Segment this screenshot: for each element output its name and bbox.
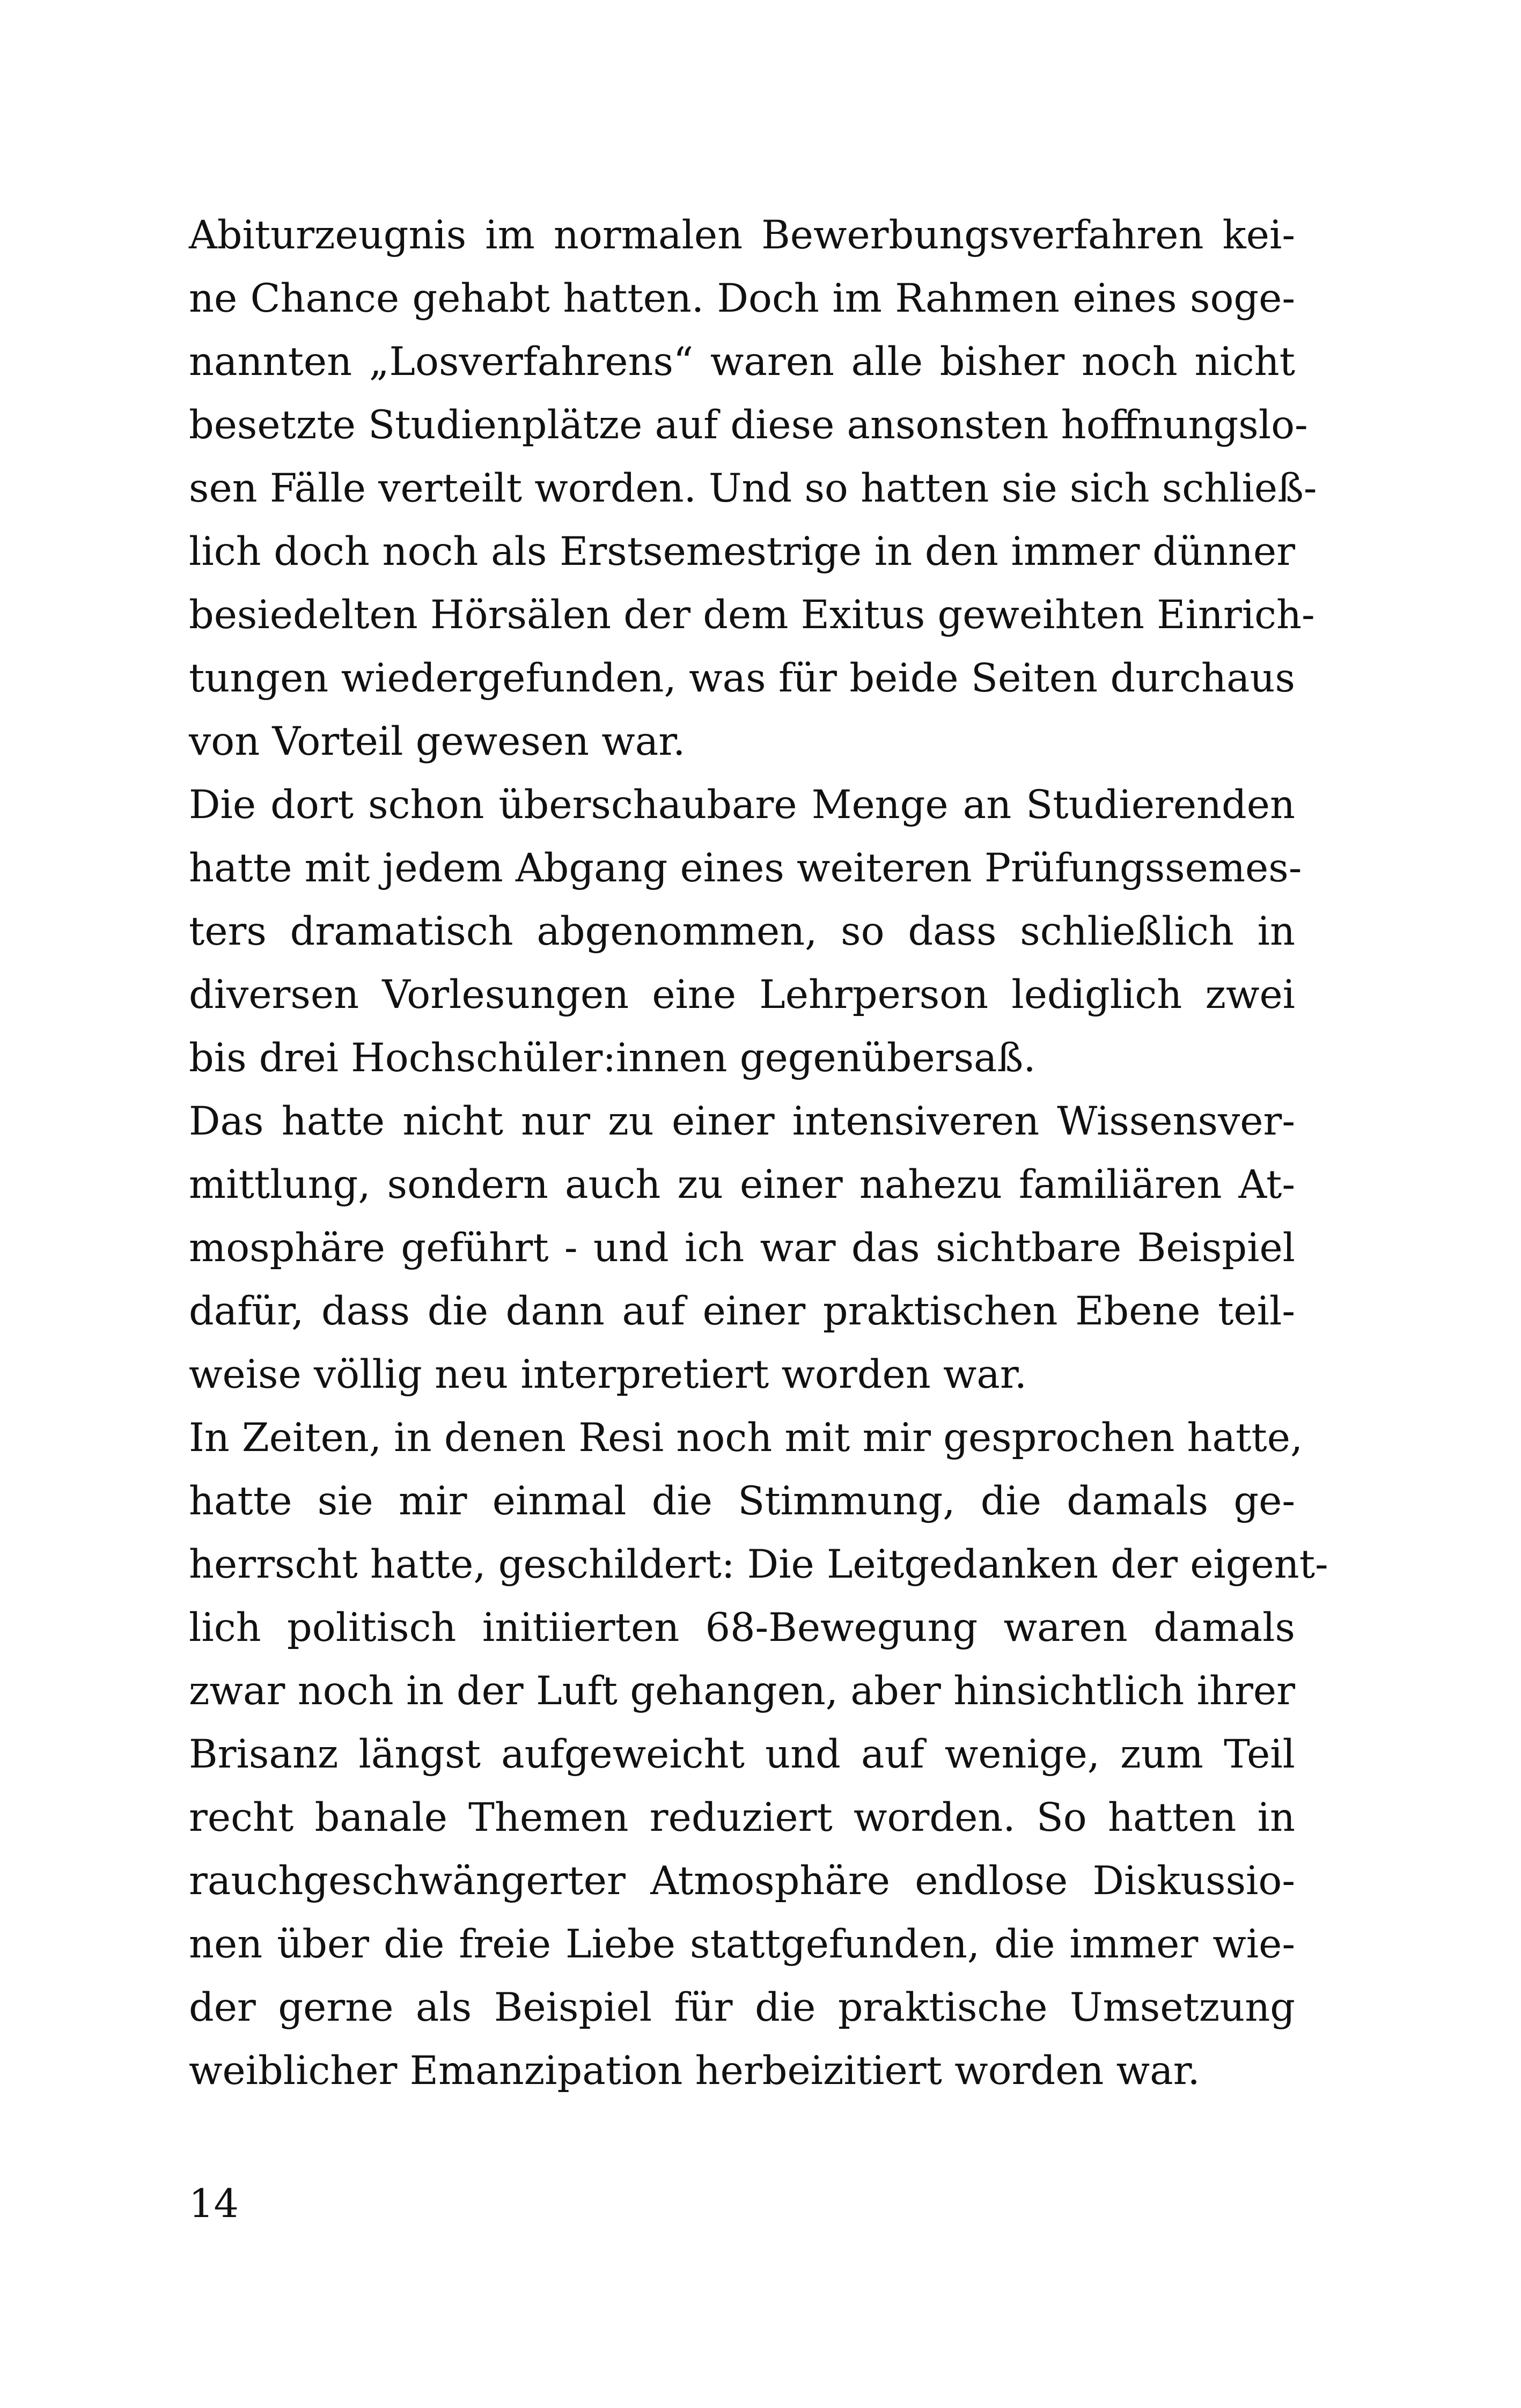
text-line: herrscht hatte, geschildert: Die Leitgedanken der eigent- xyxy=(189,1542,1328,1587)
text-line: mittlung, sondern auch zu einer nahezu familiären At- xyxy=(189,1162,1295,1207)
text-line: mosphäre geführt - und ich war das sichtbare Beispiel xyxy=(189,1225,1295,1271)
text-line: hatte sie mir einmal die Stimmung, die damals ge- xyxy=(189,1478,1295,1524)
text-line: weise völlig neu interpretiert worden war. xyxy=(189,1352,1027,1397)
text-line: Die dort schon überschaubare Menge an Studierenden xyxy=(189,782,1295,828)
text-line: ters dramatisch abgenommen, so dass schließlich in xyxy=(189,909,1295,954)
page-number: 14 xyxy=(189,2181,239,2227)
text-line: zwar noch in der Luft gehangen, aber hinsichtlich ihrer xyxy=(189,1668,1295,1714)
text-line: weiblicher Emanzipation herbeizitiert worden war. xyxy=(189,2048,1200,2094)
text-line: dafür, dass die dann auf einer praktischen Ebene teil- xyxy=(189,1288,1295,1334)
text-line: ne Chance gehabt hatten. Doch im Rahmen eines soge- xyxy=(189,276,1295,321)
text-line: tungen wiedergefunden, was für beide Seiten durchaus xyxy=(189,656,1295,701)
text-line: In Zeiten, in denen Resi noch mit mir gesprochen hatte, xyxy=(189,1415,1303,1461)
text-line: nen über die freie Liebe stattgefunden, die immer wie- xyxy=(189,1921,1295,1967)
text-line: besetzte Studienplätze auf diese ansonsten hoffnungslo- xyxy=(189,402,1308,448)
text-line: lich doch noch als Erstsemestrige in den immer dünner xyxy=(189,529,1295,575)
text-line: hatte mit jedem Abgang eines weiteren Prüfungssemes- xyxy=(189,845,1302,891)
text-line: besiedelten Hörsälen der dem Exitus geweihten Einrich- xyxy=(189,592,1315,638)
text-line: von Vorteil gewesen war. xyxy=(189,719,686,764)
text-line: Abiturzeugnis im normalen Bewerbungsverfahren kei- xyxy=(189,212,1295,258)
text-line: lich politisch initiierten 68-Bewegung waren damals xyxy=(189,1605,1295,1651)
text-line: rauchgeschwängerter Atmosphäre endlose Diskussio- xyxy=(189,1858,1295,1904)
text-line: diversen Vorlesungen eine Lehrperson lediglich zwei xyxy=(189,972,1295,1018)
text-line: bis drei Hochschüler:innen gegenübersaß. xyxy=(189,1035,1036,1081)
body-text xyxy=(189,204,1328,2103)
text-line: sen Fälle verteilt worden. Und so hatten sie sich schließ- xyxy=(189,466,1317,511)
text-line: nannten „Losverfahrens“ waren alle bisher noch nicht xyxy=(189,339,1295,385)
text-line: der gerne als Beispiel für die praktische Umsetzung xyxy=(189,1985,1295,2030)
text-line: Das hatte nicht nur zu einer intensiveren Wissensver- xyxy=(189,1099,1295,1144)
text-line: Brisanz längst aufgeweicht und auf wenige, zum Teil xyxy=(189,1732,1295,1777)
text-line: recht banale Themen reduziert worden. So hatten in xyxy=(189,1795,1295,1840)
